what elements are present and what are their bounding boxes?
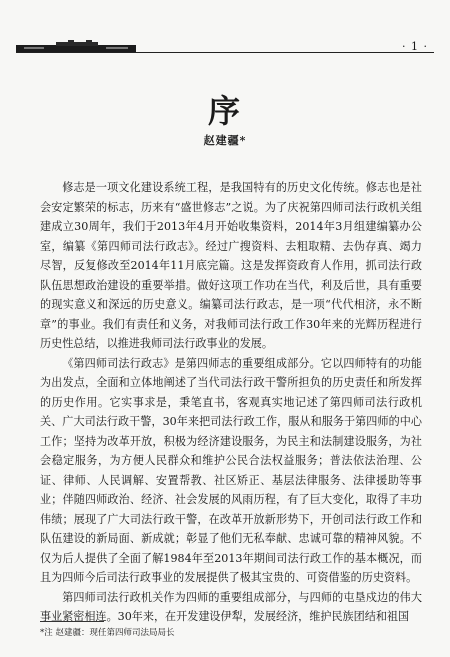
page-title: 序 <box>207 92 242 130</box>
footnote: *注 赵建疆：现任第四师司法局局长 <box>40 628 175 638</box>
header-rule <box>16 52 434 53</box>
page-number: · 1 · <box>402 40 428 53</box>
author-line: 赵建疆* <box>203 134 247 147</box>
paragraph: 第四师司法行政机关作为四师的重要组成部分，与四师的屯垦戍边的伟大事业紧密相连。30年来，在开发建设伊犁，发展经济，维护民族团结和祖国 <box>40 590 422 623</box>
body-text <box>40 178 422 627</box>
footnote-rule <box>40 621 104 622</box>
paragraph: 《第四师司法行政志》是第四师志的重要组成部分。它以四师特有的功能为出发点，全面和立体地阐述了当代司法行政干警所担负的历史责任和所发挥的历史作用。它实事求是，秉笔直书，客观真实地记述了第四师司法行政机关、广大司法行政干警，30年来把司法行政工作，服从和服务于第四师的中心工作；坚持为改革开放，积极为经济建设服务，为民主和法制建设服务，为社会稳定服务，为方便人民群众和维护公民合法权益服务；普法依法治理、公证、律师、人民调解、安置帮教、社区矫正、基层法律服务、法律援助等事业；伴随四师政治、经济、社会发展的风雨历程，有了巨大变化，取得了丰功伟绩；展现了广大司法行政干警，在改革开放新形势下，开创司法行政工作和队伍建设的新局面、新成就；彰显了他们无私奉献、忠诚可靠的精神风貌。不仅为后人提供了全面了解1984年至2013年期间司法行政工作的基本概况，而且为四师今后司法行政事业的发展提供了极其宝贵的、可资借鉴的历史资料。 <box>40 356 422 584</box>
paragraph: 修志是一项文化建设系统工程，是我国特有的历史文化传统。修志也是社会安定繁荣的标志，历来有“盛世修志”之说。为了庆祝第四师司法行政机关组建成立30周年，我们于2013年4月开始收集资料，2014年3月组建编纂办公室，编纂《第四师司法行政志》。经过广搜资料、去粗取精、去伪存真、竭力尽智，反复修改至2014年11月底完篇。这是发挥资政育人作用，抓司法行政队伍思想政治建设的重要举措。做好这项工作功在当代，利及后世，具有重要的现实意义和深远的历史意义。编纂司法行政志，是一项“代代相济，永不断章”的事业。我们有责任和义务，对我师司法行政工作30年来的光辉历程进行历史性总结，以推进我师司法行政事业的发展。 <box>40 181 422 350</box>
